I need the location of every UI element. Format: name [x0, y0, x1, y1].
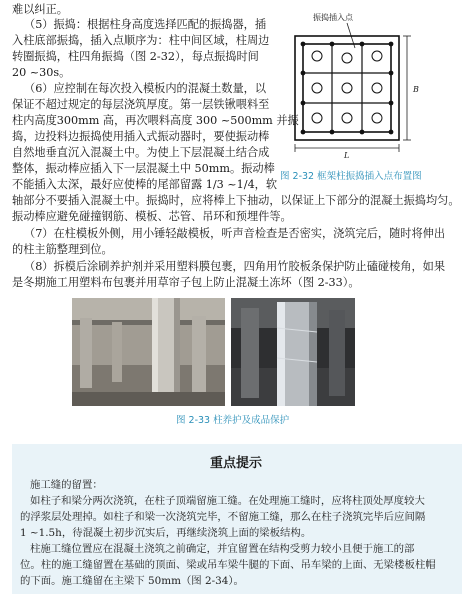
body-line: 转圈振捣，柱四角振捣（图 2-32），每点振捣时间	[12, 50, 259, 63]
insertion-point	[312, 83, 322, 93]
body-line: 轴部分不要插入混凝土中。振捣时，应将棒上下抽动，以保证上下部分的混凝土振捣均匀。	[12, 194, 460, 207]
key-points-line: 位。柱的施工缝留置在基础的顶面、梁或吊车梁牛腿的下面、吊车梁的上面、无梁楼板柱帽	[20, 559, 436, 571]
insertion-point	[342, 83, 352, 93]
column-protection-photo-right	[231, 298, 355, 406]
key-points-title: 重点提示	[209, 456, 262, 471]
key-points-line: 柱施工缝位置应在混凝土浇筑之前确定，并宜留置在结构受剪力较小且便于施工的部	[30, 543, 415, 555]
body-line: （6）应控制在每次投入模板内的混凝土数量，以	[24, 82, 267, 95]
key-points-line: 1 ~1.5h，待混凝土初步沉实后，再继续浇筑上面的梁板结构。	[20, 527, 312, 539]
key-points-line: 的浮浆层处理掉。如柱子和梁一次浇筑完毕，不留施工缝，那么在柱子浇筑完毕后应间隔	[20, 511, 426, 523]
insertion-point	[372, 113, 382, 123]
insertion-point	[372, 83, 382, 93]
figure-2-33-caption: 图 2-33 柱养护及成品保护	[176, 415, 290, 426]
body-line: 难以纠正。	[12, 3, 68, 16]
body-line: 20 ~30s。	[12, 66, 71, 79]
dimension-b-label: B	[413, 85, 419, 94]
insertion-point	[312, 51, 322, 61]
column-protection-photo-left	[72, 298, 225, 406]
insertion-point	[342, 53, 352, 63]
body-line: 捣，边投料边振捣使用插入式振动器时，要使振动棒	[12, 130, 270, 143]
body-line: 的柱主筋整理到位。	[12, 243, 113, 256]
key-points-line: 的下面。施工缝留在主梁下 50mm（图 2-34）。	[20, 575, 244, 587]
vibration-point-diagram	[283, 8, 459, 160]
insertion-point	[312, 113, 322, 123]
body-line: 不能插入太深，最好应使棒的尾部留露 1/3 ~1/4，软	[12, 178, 278, 191]
key-points-line: 施工缝的留置：	[30, 479, 103, 491]
insertion-point	[372, 51, 382, 61]
body-line: 振动棒应避免碰撞钢筋、模板、芯管、吊环和预埋件等。	[12, 210, 292, 223]
insertion-point-label: 振捣插入点	[313, 13, 353, 22]
body-line: （7）在柱模板外侧，用小锤轻敲模板，听声音检查是否密实，浇筑完后，随时将伸出	[24, 227, 446, 240]
body-line: （5）振捣：根据柱身高度选择匹配的振捣器，插	[24, 18, 267, 31]
dimension-l-label: L	[344, 151, 350, 160]
body-line: 保证不超过规定的每层浇筑厚度。第一层铁锹喂料至	[12, 98, 270, 111]
figure-2-32-caption: 图 2-32 框架柱振捣插入点布置图	[280, 171, 422, 182]
body-line: 柱内高度300mm 高，再次喂料高度 300 ~500mm 并振	[12, 114, 299, 127]
body-line: 是冬期施工用塑料布包裹并用草帘子包上防止混凝土冻坏（图 2-33）。	[12, 276, 360, 289]
body-line: （8）拆模后涂刷养护剂并采用塑料膜包裹，四角用竹胶板条保护防止磕碰棱角，如果	[24, 260, 446, 273]
body-line: 自然地垂直沉入混凝土中。为使上下层混凝土结合成	[12, 146, 270, 159]
key-points-line: 如柱子和梁分两次浇筑，在柱子顶端留施工缝。在处理施工缝时，应将柱顶处厚度较大	[30, 495, 425, 507]
body-line: 整体，振动棒应插入下一层混凝土中 50mm。振动棒	[12, 162, 275, 175]
body-line: 入柱底部振捣，插入点顺序为：柱中间区域，柱周边	[12, 34, 270, 47]
insertion-point	[342, 113, 352, 123]
